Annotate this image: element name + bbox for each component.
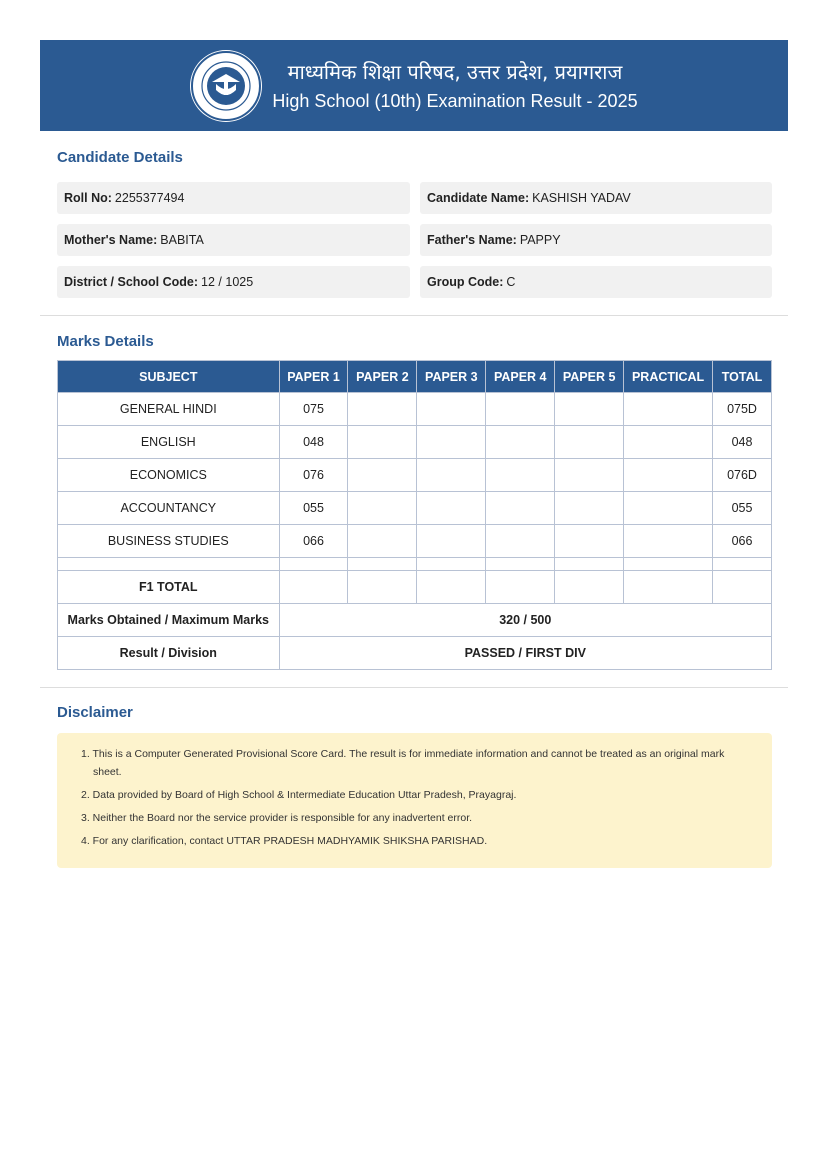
header-banner (40, 40, 788, 131)
roll-number-label: Roll No: (64, 191, 112, 205)
subject-cell: GENERAL HINDI (58, 393, 280, 426)
group-code-value: C (506, 275, 516, 289)
candidate-name-field (420, 182, 772, 214)
total-cell: 066 (713, 525, 772, 558)
column-header-practical: PRACTICAL (624, 361, 713, 393)
marks-header-row (58, 361, 772, 393)
subject-cell: BUSINESS STUDIES (58, 525, 280, 558)
table-row (58, 426, 772, 459)
column-header-subject: SUBJECT (58, 361, 280, 393)
column-header-paper-3: PAPER 3 (417, 361, 486, 393)
district-school-code-value: 12 / 1025 (201, 275, 254, 289)
paper-5-cell (555, 492, 624, 525)
paper-1-cell: 055 (279, 492, 348, 525)
spacer-row (58, 558, 772, 571)
paper-1-cell: 076 (279, 459, 348, 492)
practical-cell (624, 393, 713, 426)
result-title: High School (10th) Examination Result - 2025 (272, 90, 638, 111)
subject-cell: ENGLISH (58, 426, 280, 459)
board-title-hindi: माध्यमिक शिक्षा परिषद, उत्तर प्रदेश, प्रयागराज (287, 59, 623, 84)
roll-number-value: 2255377494 (114, 191, 185, 205)
total-cell: 075D (713, 393, 772, 426)
subject-cell: ACCOUNTANCY (58, 492, 280, 525)
paper-5-cell (555, 525, 624, 558)
disclaimer-item: 1. This is a Computer Generated Provisional Score Card. The result is for immediate information and cannot be treated as an original mark sheet. (81, 748, 725, 778)
paper-4-cell (486, 393, 555, 426)
paper-5-cell (555, 393, 624, 426)
result-row (58, 637, 772, 670)
roll-number-field (57, 182, 410, 214)
marks-section-title: Marks Details (57, 333, 154, 350)
column-header-total: TOTAL (713, 361, 772, 393)
paper-2-cell (348, 492, 417, 525)
district-school-code-field (57, 266, 410, 298)
paper-3-cell (417, 426, 486, 459)
father-name-field (420, 224, 772, 256)
practical-cell (624, 492, 713, 525)
paper-4-cell (486, 459, 555, 492)
paper-5-cell (555, 426, 624, 459)
mother-name-field (57, 224, 410, 256)
candidate-section-title: Candidate Details (57, 149, 183, 166)
board-emblem-icon (190, 50, 262, 122)
candidate-name-value: KASHISH YADAV (532, 191, 631, 205)
candidate-section (40, 131, 788, 298)
total-cell: 076D (713, 459, 772, 492)
total-cell: 048 (713, 426, 772, 459)
group-code-label: Group Code: (427, 275, 504, 289)
paper-4-cell (486, 426, 555, 459)
paper-2-cell (348, 459, 417, 492)
paper-5-cell (555, 459, 624, 492)
marks-obtained-value: 320 / 500 (279, 604, 771, 637)
disclaimer-list (81, 745, 748, 850)
paper-3-cell (417, 525, 486, 558)
father-name-label: Father's Name: (427, 233, 517, 247)
marks-obtained-row (58, 604, 772, 637)
disclaimer-section (40, 688, 788, 868)
disclaimer-item: 4. For any clarification, contact UTTAR PRADESH MADHYAMIK SHIKSHA PARISHAD. (81, 835, 488, 847)
disclaimer-section-title: Disclaimer (57, 704, 133, 721)
practical-cell (624, 459, 713, 492)
column-header-paper-4: PAPER 4 (486, 361, 555, 393)
disclaimer-item: 2. Data provided by Board of High School & Intermediate Education Uttar Pradesh, Prayagraj. (81, 789, 517, 801)
table-row (58, 492, 772, 525)
result-division-label: Result / Division (58, 637, 280, 670)
disclaimer-box (57, 733, 772, 868)
result-division-value: PASSED / FIRST DIV (279, 637, 771, 670)
table-row (58, 459, 772, 492)
mother-name-label: Mother's Name: (64, 233, 158, 247)
paper-2-cell (348, 393, 417, 426)
father-name-value: PAPPY (519, 233, 561, 247)
paper-4-cell (486, 525, 555, 558)
column-header-paper-1: PAPER 1 (279, 361, 348, 393)
table-row (58, 393, 772, 426)
paper-1-cell: 075 (279, 393, 348, 426)
practical-cell (624, 525, 713, 558)
f1-total-row (58, 571, 772, 604)
paper-1-cell: 066 (279, 525, 348, 558)
table-row (58, 525, 772, 558)
practical-cell (624, 426, 713, 459)
paper-2-cell (348, 525, 417, 558)
column-header-paper-2: PAPER 2 (348, 361, 417, 393)
paper-2-cell (348, 426, 417, 459)
total-cell: 055 (713, 492, 772, 525)
district-school-code-label: District / School Code: (64, 275, 199, 289)
marks-section (40, 316, 788, 670)
paper-3-cell (417, 393, 486, 426)
group-code-field (420, 266, 772, 298)
result-sheet (40, 40, 788, 868)
paper-1-cell: 048 (279, 426, 348, 459)
paper-3-cell (417, 492, 486, 525)
mother-name-value: BABITA (160, 233, 204, 247)
marks-table (57, 360, 772, 670)
column-header-paper-5: PAPER 5 (555, 361, 624, 393)
board-logo (190, 50, 262, 122)
paper-4-cell (486, 492, 555, 525)
f1-total-label: F1 TOTAL (58, 571, 280, 604)
candidate-name-label: Candidate Name: (427, 191, 530, 205)
paper-3-cell (417, 459, 486, 492)
disclaimer-item: 3. Neither the Board nor the service provider is responsible for any inadvertent error. (81, 812, 473, 824)
marks-obtained-label: Marks Obtained / Maximum Marks (58, 604, 280, 637)
subject-cell: ECONOMICS (58, 459, 280, 492)
